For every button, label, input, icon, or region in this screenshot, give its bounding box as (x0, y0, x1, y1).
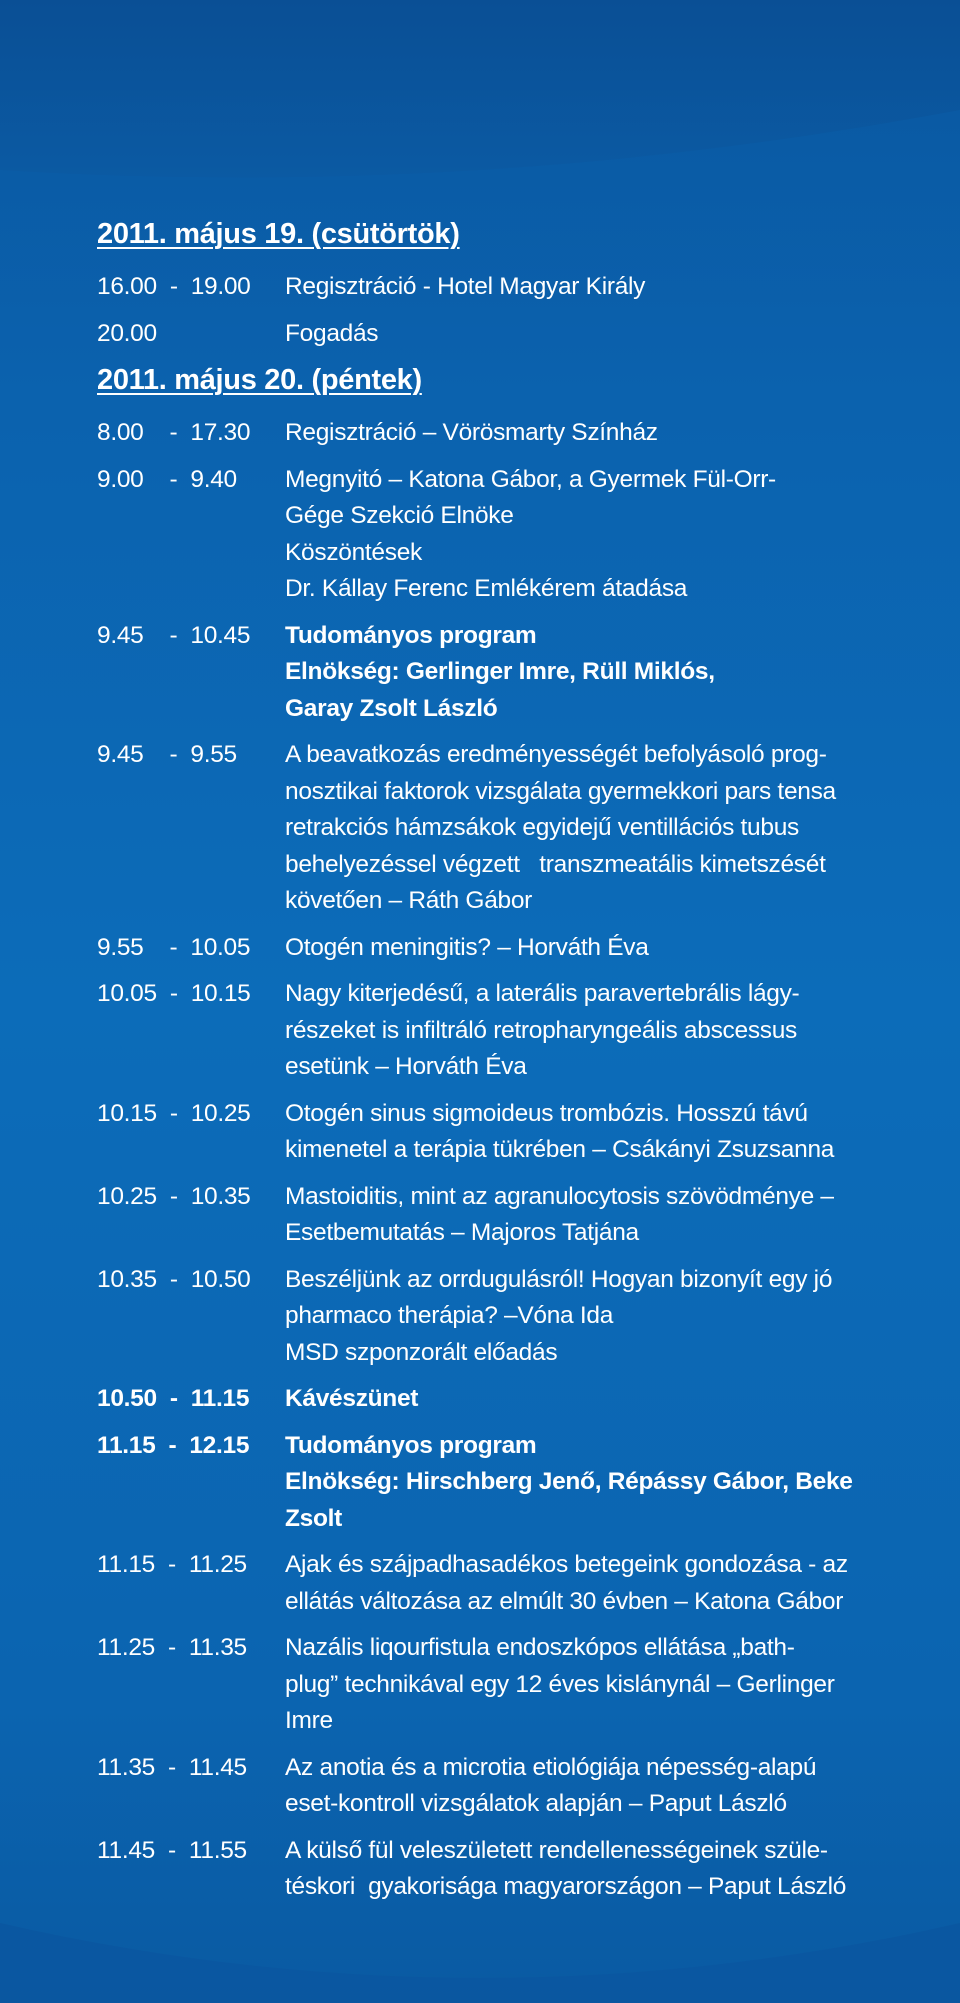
session-description (285, 618, 887, 728)
description-line: követően – Ráth Gábor (285, 887, 533, 914)
description-line: retrakciós hámzsákok egyidejű ventillációs tubus (285, 814, 799, 841)
time-slot: 9.45 - 9.55 (97, 741, 237, 768)
time-slot: 11.45 - 11.55 (97, 1836, 247, 1864)
session-description (285, 737, 887, 920)
description-line: Imre (285, 1707, 333, 1734)
time-slot: 11.15 - 11.25 (97, 1551, 247, 1578)
time-slot: 10.15 - 10.25 (97, 1099, 251, 1127)
description-line: kimenetel a terápia tükrében – Csákányi Zsuzsanna (285, 1136, 835, 1163)
description-line: részeket is infiltráló retropharyngeális abscessus (285, 1016, 797, 1044)
schedule-row (97, 1428, 887, 1538)
time-slot: 16.00 - 19.00 (97, 273, 251, 300)
program-schedule (97, 218, 887, 1916)
session-description (285, 1179, 887, 1252)
session-description (285, 1750, 887, 1823)
description-line: MSD szponzorált előadás (285, 1338, 558, 1366)
description-line: Megnyitó – Katona Gábor, a Gyermek Fül-Orr- (285, 465, 776, 493)
session-description (285, 1381, 887, 1418)
description-line: Garay Zsolt László (285, 694, 498, 722)
schedule-row (97, 737, 887, 920)
time-slot: 11.35 - 11.45 (97, 1753, 247, 1781)
description-line: Az anotia és a microtia etiológiája népesség-alapú (285, 1753, 817, 1781)
description-line: eset-kontroll vizsgálatok alapján – Paput László (285, 1790, 787, 1817)
description-line: pharmaco therápia? –Vóna Ida (285, 1302, 614, 1329)
time-slot: 10.35 - 10.50 (97, 1265, 251, 1293)
schedule-row (97, 462, 887, 608)
description-line: Esetbemutatás – Majoros Tatjána (285, 1219, 639, 1246)
schedule-row (97, 415, 887, 452)
time-slot: 20.00 (97, 319, 157, 347)
time-slot: 10.50 - 11.15 (97, 1385, 250, 1412)
schedule-row (97, 316, 887, 353)
schedule-row (97, 930, 887, 967)
description-line: behelyezéssel végzett transzmeatális kimetszését (285, 850, 826, 878)
session-description (285, 976, 887, 1086)
description-line: téskori gyakorisága magyarországon – Paput László (285, 1873, 847, 1900)
description-line: Otogén sinus sigmoideus trombózis. Hosszú távú (285, 1099, 808, 1127)
time-slot: 11.15 - 12.15 (97, 1431, 250, 1459)
day-heading: 2011. május 19. (csütörtök) (97, 218, 460, 250)
top-wave-decoration (0, 0, 960, 180)
description-line: Mastoiditis, mint az agranulocytosis szövödménye – (285, 1182, 834, 1210)
schedule-row (97, 269, 887, 306)
description-line: esetünk – Horváth Éva (285, 1053, 527, 1080)
schedule-row (97, 976, 887, 1086)
session-description (285, 1262, 887, 1372)
session-description (285, 269, 887, 306)
description-line: Gége Szekció Elnöke (285, 502, 514, 529)
description-line: Nagy kiterjedésű, a laterális paravertebrális lágy- (285, 980, 800, 1007)
description-line: Ajak és szájpadhasadékos betegeink gondozása - az (285, 1551, 848, 1578)
description-line: Otogén meningitis? – Horváth Éva (285, 933, 649, 961)
description-line: Elnökség: Gerlinger Imre, Rüll Miklós, (285, 658, 715, 685)
schedule-row (97, 1096, 887, 1169)
description-line: Elnökség: Hirschberg Jenő, Répássy Gábor, Beke (285, 1468, 853, 1495)
schedule-row (97, 1833, 887, 1906)
description-line: Zsolt (285, 1504, 343, 1532)
description-line: nosztikai faktorok vizsgálata gyermekkori pars tensa (285, 777, 836, 805)
session-description (285, 1547, 887, 1620)
session-description (285, 462, 887, 608)
description-line: Fogadás (285, 319, 379, 347)
time-slot: 10.05 - 10.15 (97, 980, 251, 1007)
session-description (285, 930, 887, 967)
description-line: Kávészünet (285, 1385, 419, 1412)
description-line: Beszéljünk az orrdugulásról! Hogyan bizonyít egy jó (285, 1265, 833, 1293)
schedule-row (97, 1262, 887, 1372)
description-line: plug” technikával egy 12 éves kislánynál – Gerlinger (285, 1670, 835, 1698)
session-description (285, 316, 887, 353)
schedule-row (97, 618, 887, 728)
description-line: Dr. Kállay Ferenc Emlékérem átadása (285, 575, 688, 602)
schedule-row (97, 1179, 887, 1252)
schedule-row (97, 1630, 887, 1740)
description-line: Nazális liqourfistula endoszkópos ellátása „bath- (285, 1634, 795, 1661)
session-description (285, 415, 887, 452)
time-slot: 11.25 - 11.35 (97, 1634, 247, 1661)
session-description (285, 1833, 887, 1906)
schedule-row (97, 1547, 887, 1620)
session-description (285, 1428, 887, 1538)
description-line: Köszöntések (285, 538, 422, 566)
description-line: A beavatkozás eredményességét befolyásoló prog- (285, 741, 827, 768)
description-line: ellátás változása az elmúlt 30 évben – Katona Gábor (285, 1587, 844, 1615)
time-slot: 9.55 - 10.05 (97, 933, 251, 961)
description-line: Tudományos program (285, 621, 537, 649)
description-line: Tudományos program (285, 1431, 537, 1459)
description-line: Regisztráció – Vörösmarty Színház (285, 419, 658, 446)
time-slot: 9.00 - 9.40 (97, 465, 237, 493)
time-slot: 9.45 - 10.45 (97, 621, 251, 649)
description-line: Regisztráció - Hotel Magyar Király (285, 273, 646, 300)
time-slot: 10.25 - 10.35 (97, 1182, 251, 1210)
session-description (285, 1096, 887, 1169)
time-slot: 8.00 - 17.30 (97, 419, 251, 446)
day-heading: 2011. május 20. (péntek) (97, 364, 422, 396)
description-line: A külső fül veleszületett rendellenességeinek szüle- (285, 1836, 828, 1864)
session-description (285, 1630, 887, 1740)
schedule-row (97, 1381, 887, 1418)
schedule-row (97, 1750, 887, 1823)
